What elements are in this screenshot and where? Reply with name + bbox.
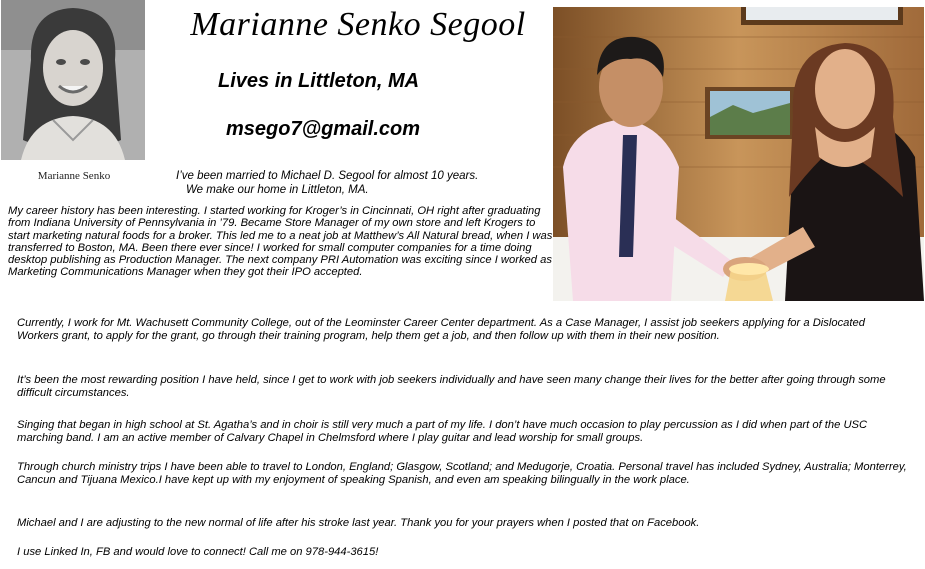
connect-paragraph: I use Linked In, FB and would love to connect! Call me on 978-944-3615! — [17, 546, 379, 558]
rewarding-paragraph: It’s been the most rewarding position I have held, since I get to work with job seekers individually and have seen many change their lives for the better after going through some difficult circumstances. — [17, 374, 886, 399]
intro-line-1: I’ve been married to Michael D. Segool for almost 10 years. — [176, 170, 479, 182]
portrait-caption: Marianne Senko — [37, 170, 111, 182]
email-text: msego7@gmail.com — [226, 118, 421, 140]
travel-paragraph: Through church ministry trips I have been able to travel to London, England; Glasgow, Scotland; and Medugorje, Croatia. Personal travel has included Sydney, Australia; Monterrey, Cancun and Tijuana Mexico.I have kept up with my enjoyment of speaking Spanish, and even am speaking bilingually in the work place. — [17, 461, 907, 486]
singing-paragraph: Singing that began in high school at St. Agatha’s and in choir is still very much a part of my life. I don’t have much occasion to play percussion as I did when part of the USC marching band. I am an active member of Calvary Chapel in Chelmsford where I play guitar and lead worship for small groups. — [17, 419, 868, 444]
location-text: Lives in Littleton, MA — [218, 70, 420, 92]
career-paragraph: My career history has been interesting. I started working for Kroger’s in Cincinnati, OH right after graduating from Indiana University of Pennsylvania in ’79. Became Store Manager of my own store and left Krogers to start marketing natural foods for a broker. This led me to a neat job at Matthew’s All Natural bread, when I was transferred to Boston, MA. Been there ever since! I worked for small computer companies for a time doing desktop publishing as Production Manager. The next company PRI Automation was exciting since I worked as Marketing Communications Manager when they got their IPO accepted. — [8, 205, 553, 279]
intro-line-2: We make our home in Littleton, MA. — [186, 184, 369, 196]
couple-photo — [553, 7, 924, 301]
stroke-paragraph: Michael and I are adjusting to the new normal of life after his stroke last year. Thank you for your prayers when I posted that on Facebook. — [17, 517, 700, 529]
intro-text — [176, 169, 478, 197]
yearbook-portrait-photo — [1, 0, 145, 160]
page-title: Marianne Senko Segool — [190, 6, 526, 43]
current-job-paragraph: Currently, I work for Mt. Wachusett Community College, out of the Leominster Career Center department. As a Case Manager, I assist job seekers applying for a Dislocated Workers grant, to apply for the grant, go through their training program, help them get a job, and then follow up with them in their new position. — [17, 317, 865, 342]
